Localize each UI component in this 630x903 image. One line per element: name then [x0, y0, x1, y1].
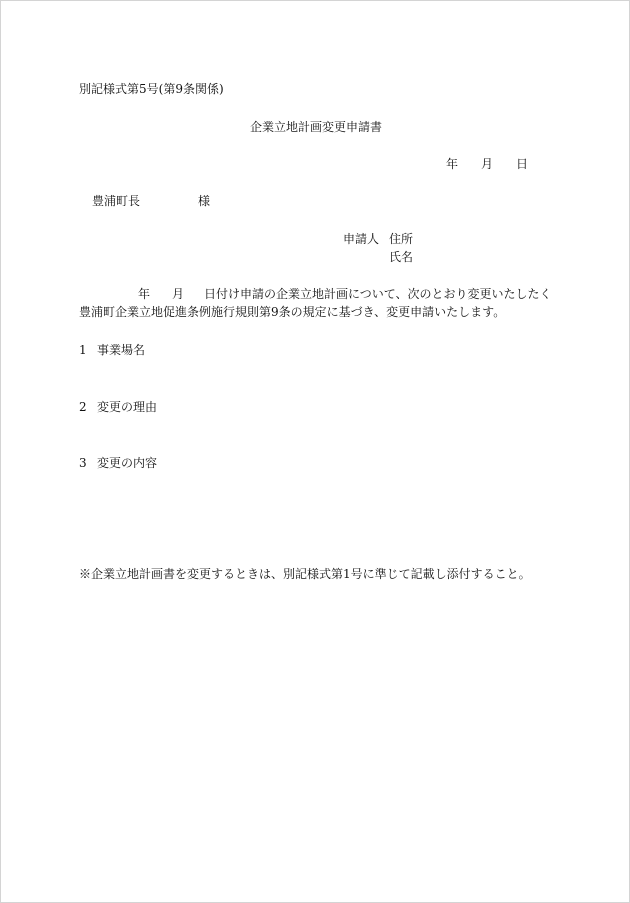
- form-reference: 別記様式第5号(第9条関係): [79, 82, 224, 96]
- body-year: 年: [138, 287, 151, 301]
- item-number: 3: [79, 456, 87, 470]
- applicant-address-label: 住所: [389, 232, 414, 246]
- body-line1-text: 日付け申請の企業立地計画について、次のとおり変更いたしたく: [204, 287, 552, 301]
- item-change-reason: [79, 399, 157, 415]
- date-year: 年: [446, 157, 459, 171]
- item-label: 変更の内容: [97, 456, 158, 470]
- addressee: [92, 193, 210, 209]
- applicant-name-label: 氏名: [389, 250, 414, 264]
- item-number: 2: [79, 400, 87, 414]
- item-change-content: [79, 455, 157, 471]
- footnote: ※企業立地計画書を変更するときは、別記様式第1号に準じて記載し添付すること。: [79, 567, 531, 581]
- date-month: 月: [481, 157, 494, 171]
- addressee-name: 豊浦町長: [92, 194, 141, 208]
- addressee-honorific: 様: [198, 194, 211, 208]
- applicant-label: 申請人: [343, 232, 380, 246]
- item-label: 変更の理由: [97, 400, 158, 414]
- date-day: 日: [516, 157, 529, 171]
- body-paragraph-line1: [138, 286, 552, 302]
- body-month: 月: [172, 287, 185, 301]
- document-title: 企業立地計画変更申請書: [250, 120, 383, 134]
- date-line: [446, 156, 528, 172]
- item-label: 事業場名: [97, 343, 146, 357]
- item-business-site-name: [79, 342, 145, 358]
- item-number: 1: [79, 343, 87, 357]
- body-paragraph-line2: 豊浦町企業立地促進条例施行規則第9条の規定に基づき、変更申請いたします。: [79, 305, 506, 319]
